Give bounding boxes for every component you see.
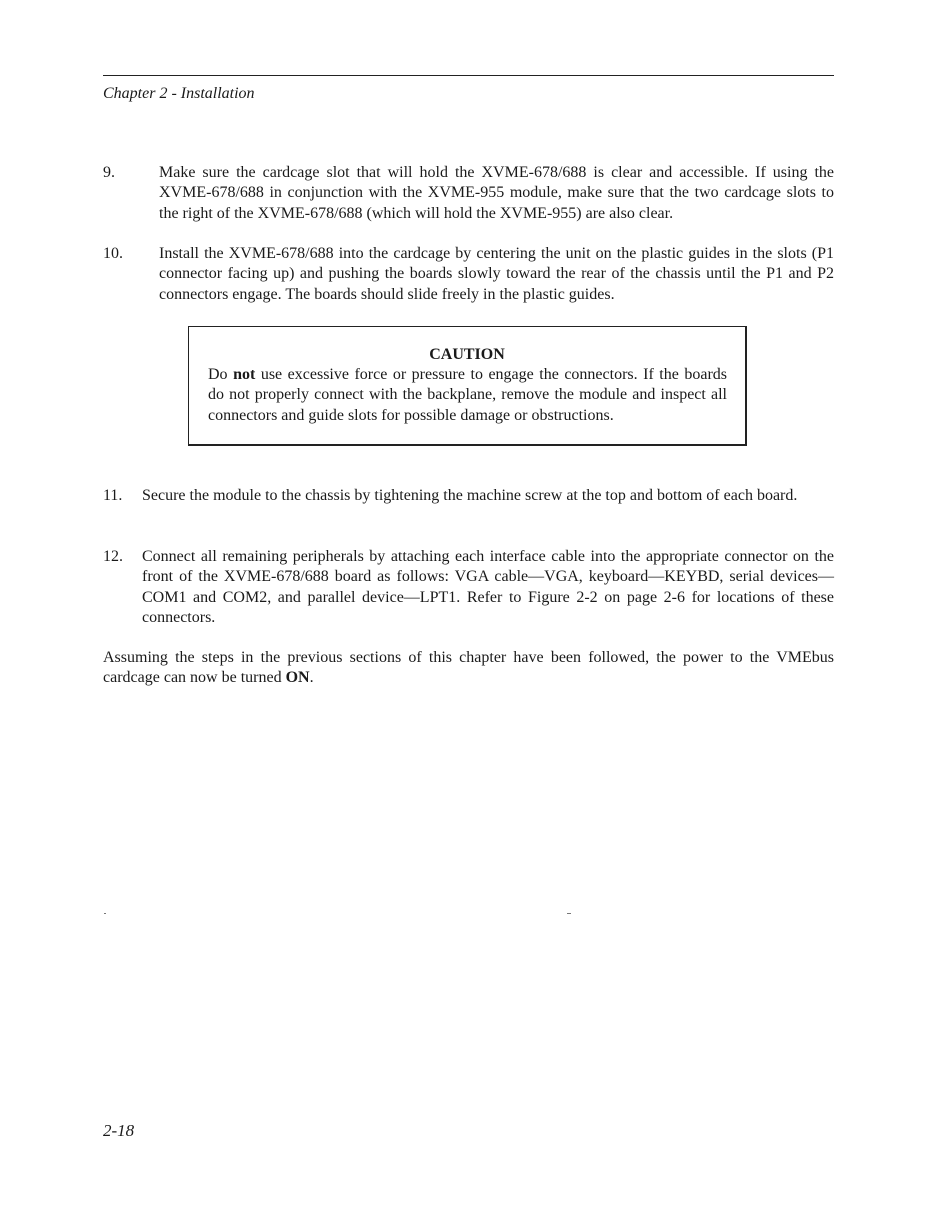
closing-emphasis: ON — [285, 669, 310, 687]
caution-box — [188, 326, 747, 446]
caution-title: CAUTION — [429, 346, 505, 363]
step-number: 12. — [103, 548, 123, 565]
step-number: 10. — [103, 245, 123, 262]
closing-text-start: Assuming the steps in the previous sections of this chapter have been followed, the power to the VMEbus cardcage can now be turned — [103, 649, 834, 687]
chapter-header: Chapter 2 - Installation — [103, 85, 255, 102]
caution-text-start: Do — [208, 366, 234, 383]
step-text: Install the XVME-678/688 into the cardcage by centering the unit on the plastic guides in the slots (P1 connector facing up) and pushing the boards slowly toward the rear of the chassis until the P1 and P2 connectors engage. The boards should slide freely in the plastic guides. — [159, 245, 834, 303]
step-text: Secure the module to the chassis by tightening the machine screw at the top and bottom of each board. — [142, 487, 798, 504]
page-number: 2-18 — [103, 1121, 135, 1140]
step-text: Make sure the cardcage slot that will hold the XVME-678/688 is clear and accessible. If using the XVME-678/688 in conjunction with the XVME-955 module, make sure that the two cardcage slots to the right of the XVME-678/688 (which will hold the XVME-955) are also clear. — [159, 164, 834, 222]
closing-text-end: . — [309, 669, 314, 687]
step-text: Connect all remaining peripherals by attaching each interface cable into the appropriate connector on the front of the XVME-678/688 board as follows: VGA cable—VGA, keyboard—KEYBD, serial devices—COM1 and COM2, and parallel device—LPT1. Refer to Figure 2-2 on page 2-6 for locations of these connectors. — [142, 548, 834, 626]
caution-text-rest: use excessive force or pressure to engage the connectors. If the boards do not properly connect with the backplane, remove the module and inspect all connectors and guide slots for possible damage or obstructions. — [208, 366, 728, 424]
step-number: 11. — [103, 487, 123, 504]
step-number: 9. — [103, 164, 115, 181]
caution-text — [208, 365, 727, 426]
closing-paragraph — [103, 648, 834, 689]
caution-emphasis: not — [233, 366, 256, 383]
scan-speck — [567, 913, 571, 914]
scan-speck — [104, 913, 106, 914]
header-rule — [103, 75, 834, 76]
